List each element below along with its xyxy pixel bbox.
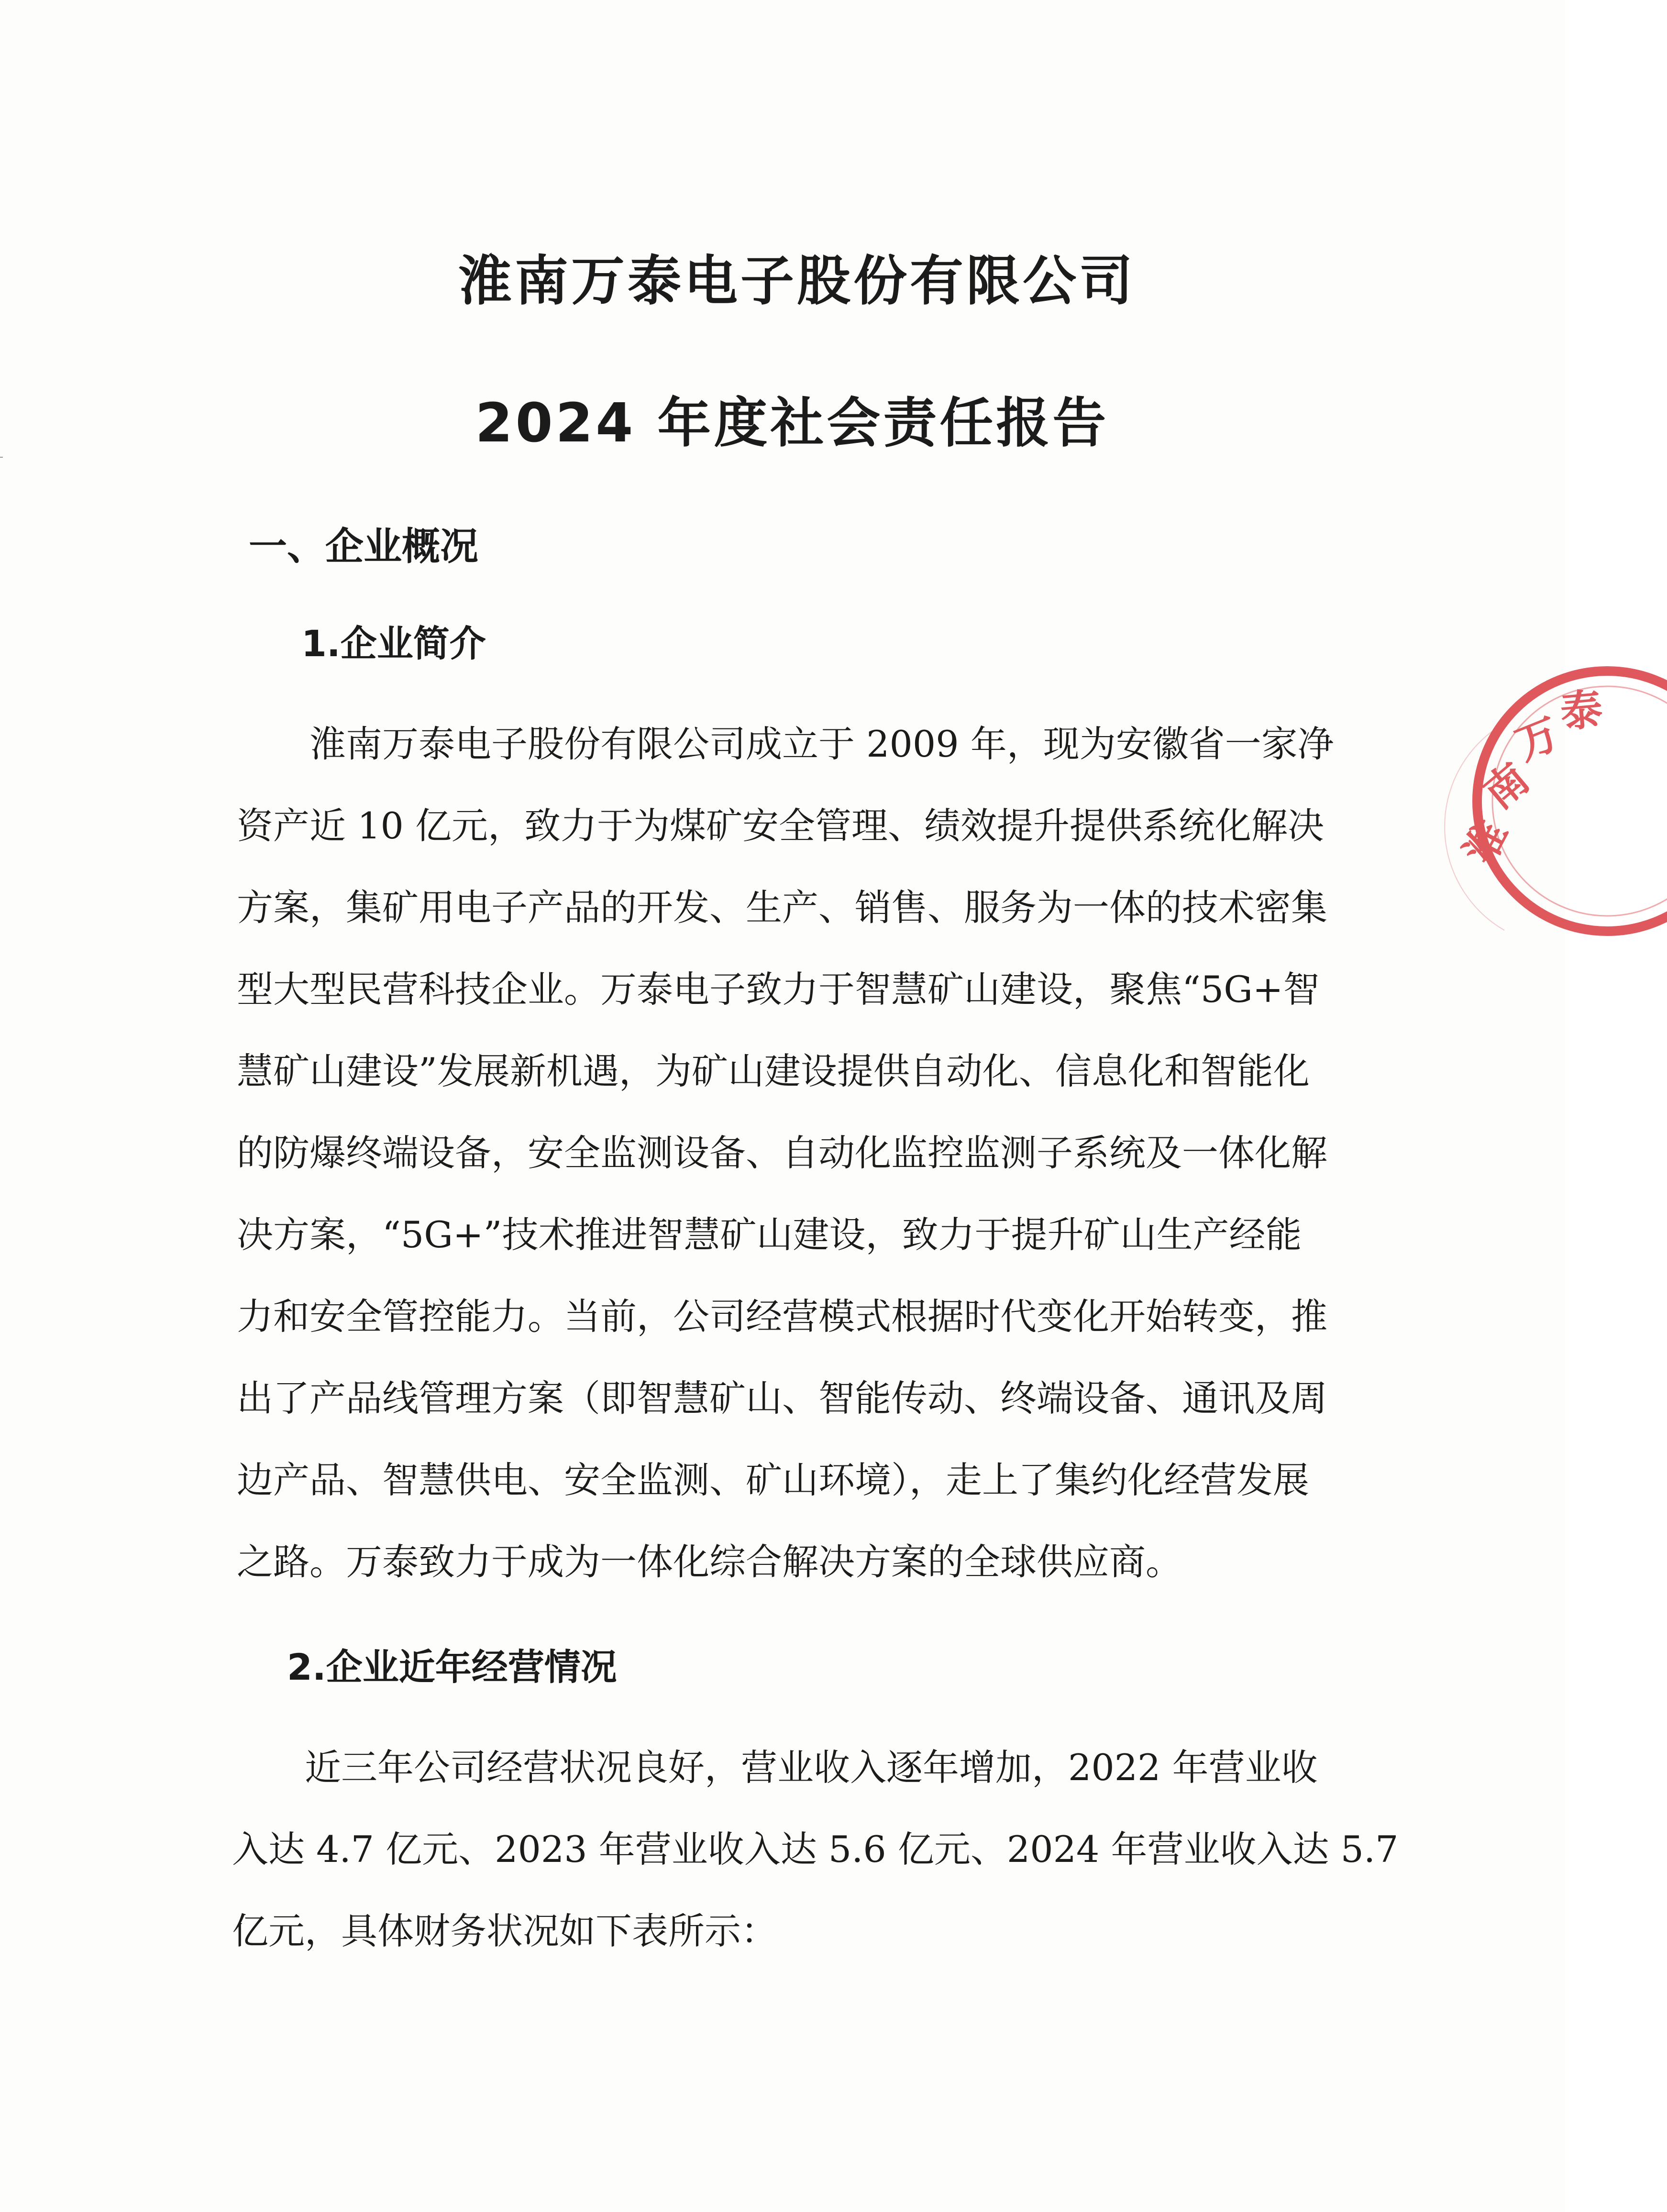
paragraph-line: 慧矿山建设”发展新机遇，为矿山建设提供自动化、信息化和智能化: [237, 1050, 1310, 1092]
section-heading-overview: 一、企业概况: [249, 524, 478, 569]
paragraph-line: 资产近 10 亿元，致力于为煤矿安全管理、绩效提升提供系统化解决: [237, 804, 1325, 847]
svg-text:淮: 淮: [1454, 812, 1518, 873]
report-title: 2024 年度社会责任报告: [475, 392, 1109, 454]
paragraph-line: 型大型民营科技企业。万泰电子致力于智慧矿山建设，聚焦“5G+智: [237, 968, 1320, 1011]
paragraph-line: 之路。万泰致力于成为一体化综合解决方案的全球供应商。: [237, 1541, 1182, 1583]
paragraph-line: 淮南万泰电子股份有限公司成立于 2009 年，现为安徽省一家净: [309, 723, 1334, 765]
svg-text:泰: 泰: [1558, 684, 1605, 737]
paragraph-line: 的防爆终端设备，安全监测设备、自动化监控监测子系统及一体化解: [237, 1132, 1327, 1174]
scan-mark: [0, 457, 3, 458]
svg-text:万: 万: [1509, 708, 1567, 770]
subsection-heading-intro: 1.企业简介: [301, 622, 486, 665]
company-title: 淮南万泰电子股份有限公司: [458, 250, 1136, 312]
paragraph-line: 亿元，具体财务状况如下表所示：: [232, 1910, 777, 1952]
paragraph-operations: [232, 1727, 1399, 1972]
subsection-heading-operations: 2.企业近年经营情况: [287, 1646, 617, 1688]
company-seal-stamp: [1454, 662, 1667, 940]
paragraph-line: 决方案，“5G+”技术推进智慧矿山建设，致力于提升矿山生产经能: [237, 1213, 1302, 1256]
paragraph-company-intro: [237, 703, 1332, 1603]
paragraph-line: 力和安全管控能力。当前，公司经营模式根据时代变化开始转变，推: [237, 1295, 1327, 1338]
paragraph-line: 出了产品线管理方案（即智慧矿山、智能传动、终端设备、通讯及周: [237, 1377, 1327, 1420]
svg-text:南: 南: [1474, 753, 1538, 819]
paragraph-line: 入达 4.7 亿元、2023 年营业收入达 5.6 亿元、2024 年营业收入达 5.7: [232, 1828, 1399, 1871]
paragraph-line: 近三年公司经营状况良好，营业收入逐年增加，2022 年营业收: [305, 1746, 1318, 1789]
paragraph-line: 边产品、智慧供电、安全监测、矿山环境），走上了集约化经营发展: [237, 1459, 1309, 1501]
paragraph-line: 方案，集矿用电子产品的开发、生产、销售、服务为一体的技术密集: [237, 886, 1327, 929]
